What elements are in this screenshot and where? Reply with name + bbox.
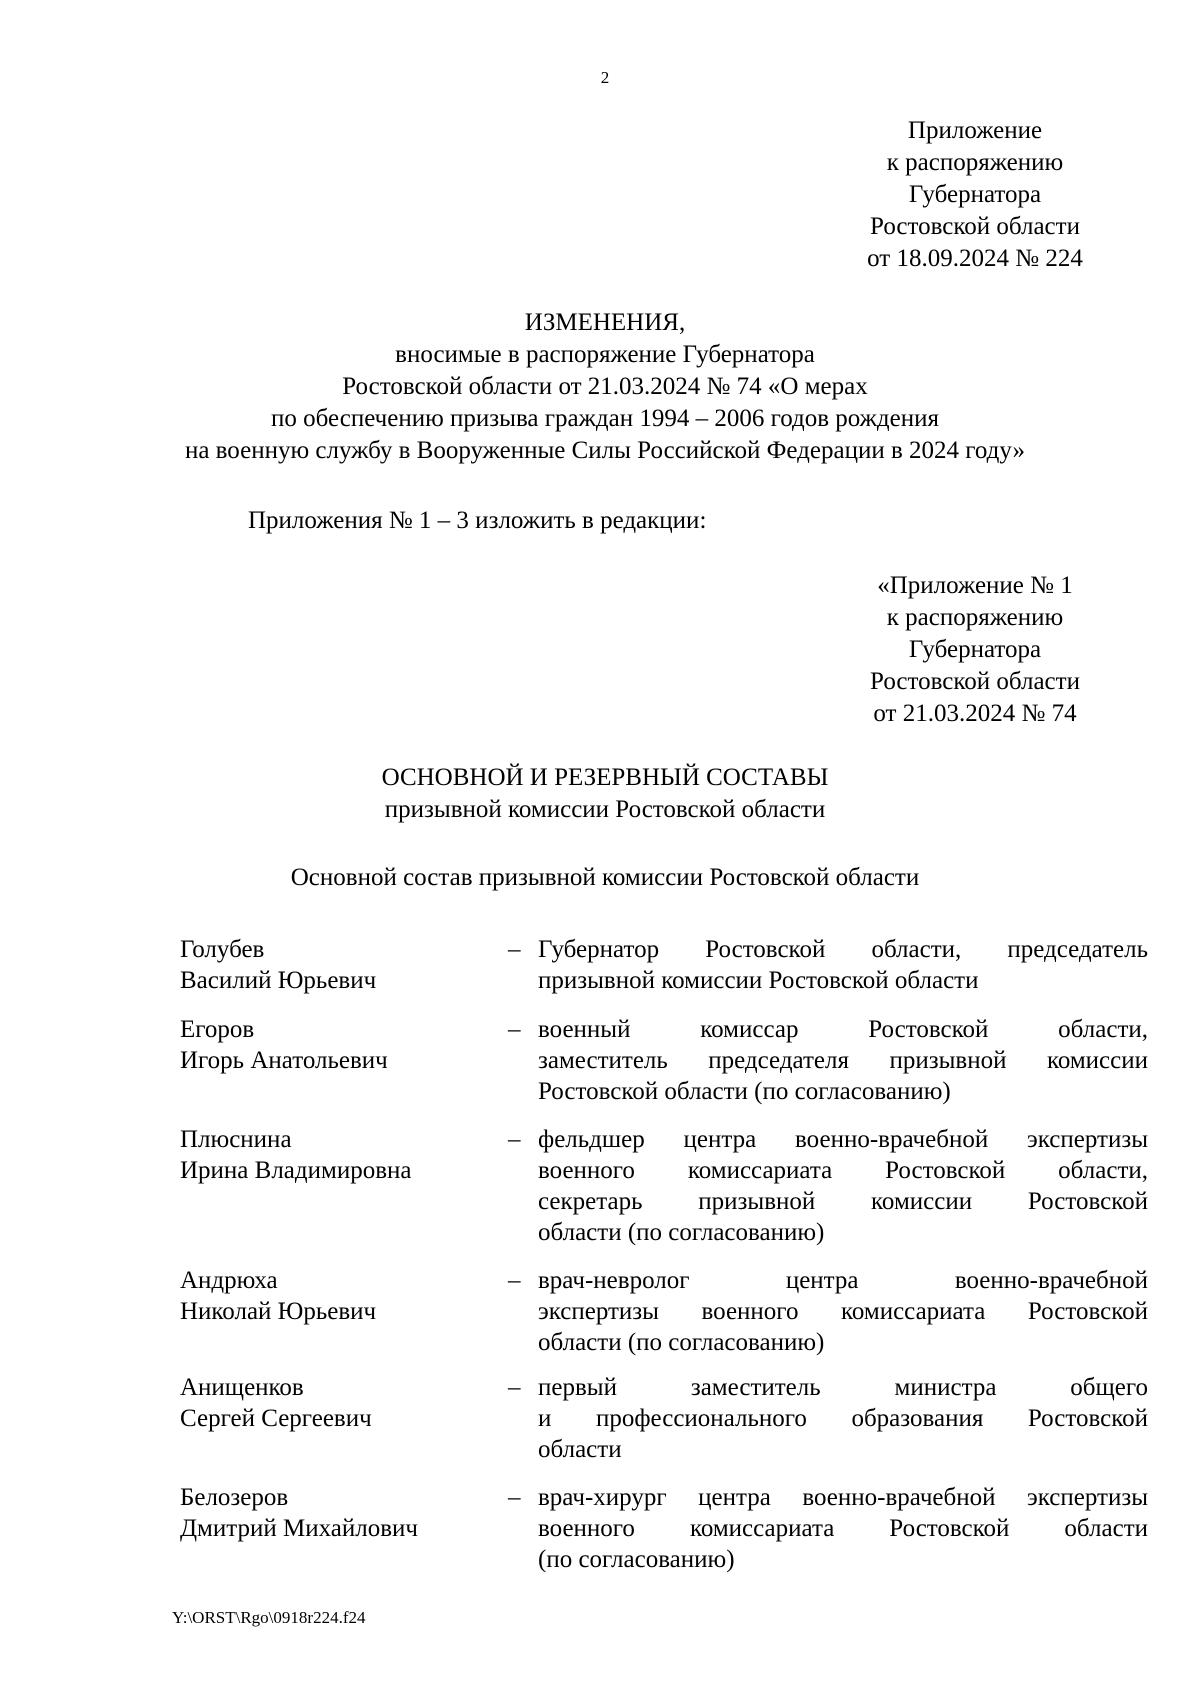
member-role-line: экспертизы военного комиссариата Ростовской: [538, 1298, 1148, 1325]
member-role-line: военного комиссариата Ростовской области,: [538, 1157, 1148, 1184]
member-name: [180, 1014, 508, 1124]
member-dash: –: [508, 936, 521, 963]
member-role: [538, 1372, 1148, 1482]
appendix-header-line: Губернатора: [908, 181, 1042, 208]
appendix-one-line: Губернатора: [908, 636, 1042, 663]
member-dash: –: [508, 1484, 521, 1511]
appendix-one-header: [825, 570, 1125, 730]
member-role-line: Ростовской области (по согласованию): [538, 1078, 951, 1105]
member-role-line: и профессионального образования Ростовской: [538, 1405, 1148, 1432]
member-role-line: (по согласованию): [538, 1546, 735, 1573]
member-surname: Белозеров: [180, 1484, 289, 1511]
member-surname: Анищенков: [180, 1374, 304, 1401]
member-dash: –: [508, 1016, 521, 1043]
appendix-header-line: Приложение: [907, 117, 1043, 144]
page-number: 2: [600, 68, 610, 87]
document-title: [0, 307, 1200, 467]
member-name: [180, 1372, 508, 1482]
member-role-line: военного комиссариата Ростовской области: [538, 1515, 1148, 1542]
appendix-header-line: Ростовской области: [870, 213, 1080, 240]
member-given-names: Василий Юрьевич: [180, 967, 377, 994]
member-row: [180, 1124, 1148, 1265]
member-surname: Голубев: [180, 936, 265, 963]
member-role-line: фельдшер центра военно-врачебной экспертизы: [538, 1126, 1148, 1153]
member-role-line: области: [538, 1436, 622, 1463]
title-line: ИЗМЕНЕНИЯ,: [524, 309, 686, 336]
section-title-line: ОСНОВНОЙ И РЕЗЕРВНЫЙ СОСТАВЫ: [381, 764, 829, 791]
instruction-text: Приложения № 1 – 3 изложить в редакции:: [248, 507, 707, 534]
appendix-one-line: к распоряжению: [886, 604, 1064, 631]
member-role-line: врач-хирург центра военно-врачебной экспертизы: [538, 1484, 1148, 1511]
member-row: [180, 1265, 1148, 1372]
member-surname: Плюснина: [180, 1126, 292, 1153]
member-surname: Егоров: [180, 1016, 255, 1043]
appendix-header: [825, 115, 1125, 275]
appendix-one-line: от 21.03.2024 № 74: [873, 700, 1077, 727]
appendix-one-line: Ростовской области: [870, 668, 1080, 695]
title-line: по обеспечению призыва граждан 1994 – 2006 годов рождения: [270, 405, 940, 432]
member-list: [180, 934, 1148, 1582]
member-row: [180, 1014, 1148, 1124]
member-role-line: первый заместитель министра общего: [538, 1374, 1148, 1401]
member-role: [538, 934, 1148, 1014]
title-line: вносимые в распоряжение Губернатора: [395, 341, 815, 368]
section-title-line: призывной комиссии Ростовской области: [384, 796, 826, 823]
member-dash: –: [508, 1126, 521, 1153]
file-reference: Y:\ORST\Rgo\0918r224.f24: [172, 1608, 366, 1627]
member-given-names: Сергей Сергеевич: [180, 1405, 372, 1432]
member-role-line: заместитель председателя призывной комиссии: [538, 1047, 1148, 1074]
member-role: [538, 1014, 1148, 1124]
appendix-one-line: «Приложение № 1: [877, 572, 1073, 599]
member-row: [180, 1482, 1148, 1582]
appendix-header-line: к распоряжению: [886, 149, 1064, 176]
section-title: [0, 762, 1200, 826]
member-name: [180, 1482, 508, 1582]
appendix-header-line: от 18.09.2024 № 224: [867, 245, 1083, 272]
title-line: на военную службу в Вооруженные Силы Российской Федерации в 2024 году»: [184, 437, 1026, 464]
member-role-line: врач-невролог центра военно-врачебной: [538, 1267, 1148, 1294]
member-role-line: области (по согласованию): [538, 1329, 825, 1356]
member-role-line: Губернатор Ростовской области, председатель: [538, 936, 1148, 963]
member-role-line: области (по согласованию): [538, 1219, 825, 1246]
member-name: [180, 1265, 508, 1372]
member-dash: –: [508, 1374, 521, 1401]
member-role-line: секретарь призывной комиссии Ростовской: [538, 1188, 1148, 1215]
title-line: Ростовской области от 21.03.2024 № 74 «О мерах: [342, 373, 868, 400]
member-role-line: военный комиссар Ростовской области,: [538, 1016, 1148, 1043]
subsection-title: Основной состав призывной комиссии Ростовской области: [290, 864, 920, 891]
member-role: [538, 1265, 1148, 1372]
member-dash: –: [508, 1267, 521, 1294]
member-given-names: Николай Юрьевич: [180, 1298, 377, 1325]
member-row: [180, 1372, 1148, 1482]
member-given-names: Дмитрий Михайлович: [180, 1515, 418, 1542]
member-role: [538, 1124, 1148, 1265]
member-given-names: Игорь Анатольевич: [180, 1047, 388, 1074]
member-surname: Андрюха: [180, 1267, 278, 1294]
member-role-line: призывной комиссии Ростовской области: [538, 967, 979, 994]
member-name: [180, 1124, 508, 1265]
member-row: [180, 934, 1148, 1014]
member-role: [538, 1482, 1148, 1582]
member-name: [180, 934, 508, 1014]
member-given-names: Ирина Владимировна: [180, 1157, 412, 1184]
